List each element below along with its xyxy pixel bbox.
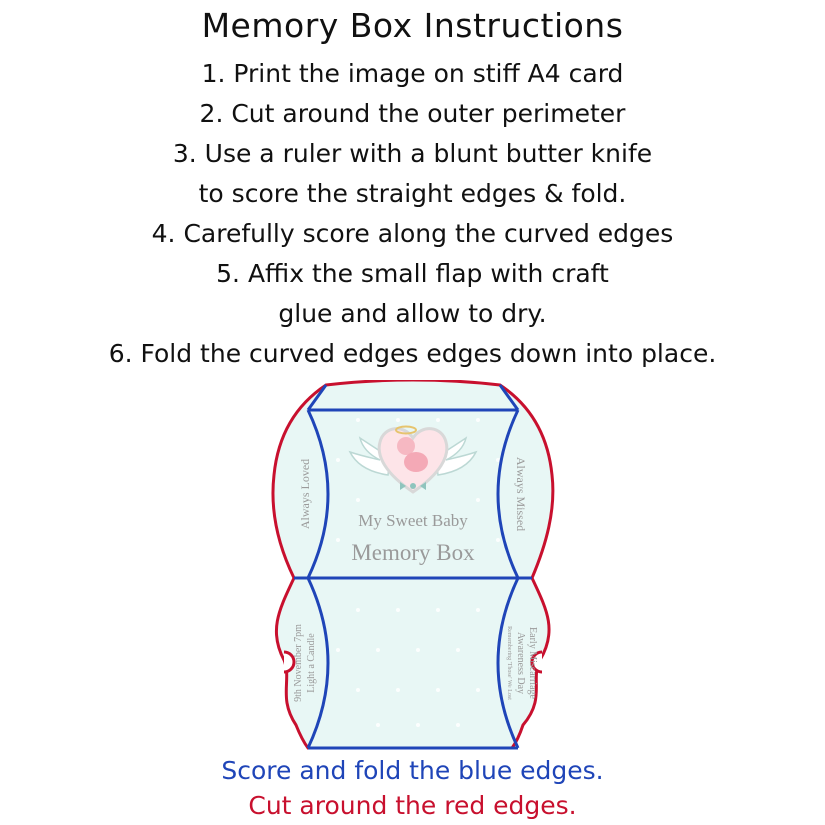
right-top-flap-text: Always Missed (514, 456, 528, 532)
cut-instruction: Cut around the red edges. (248, 791, 577, 820)
right-bottom-text-line-1: Early Miscarriage (527, 627, 538, 699)
page-title: Memory Box Instructions (201, 6, 624, 45)
instruction-step-3: 3. Use a ruler with a blunt butter knife (172, 139, 653, 168)
instruction-step-4: 4. Carefully score along the curved edges (151, 219, 674, 248)
instruction-step-5-continued: glue and allow to dry. (278, 299, 547, 328)
instruction-step-3-continued: to score the straight edges & fold. (198, 179, 627, 208)
right-bottom-text-line-2: Awareness Day (515, 631, 526, 695)
instruction-step-5: 5. Affix the small flap with craft (216, 259, 609, 288)
left-bottom-text-line-2: Light a Candle (306, 633, 317, 693)
score-instruction: Score and fold the blue edges. (221, 756, 604, 785)
instruction-step-6: 6. Fold the curved edges edges down into place. (108, 339, 717, 368)
left-bottom-text-line-1: 9th November 7pm (293, 624, 304, 702)
baby-head (397, 437, 415, 455)
left-top-flap-text: Always Loved (298, 458, 312, 530)
instruction-step-1: 1. Print the image on stiff A4 card (201, 59, 624, 88)
instruction-step-2: 2. Cut around the outer perimeter (199, 99, 626, 128)
bow-center (410, 483, 416, 489)
instruction-list (0, 54, 825, 374)
right-bottom-flap-text (506, 626, 538, 700)
box-title-line-2: Memory Box (351, 540, 475, 565)
box-title-line-1: My Sweet Baby (358, 511, 468, 530)
baby-body (404, 452, 428, 472)
memory-box-template (268, 380, 558, 752)
right-bottom-text-line-3: Remembering 'Those' We Lost (506, 626, 512, 700)
